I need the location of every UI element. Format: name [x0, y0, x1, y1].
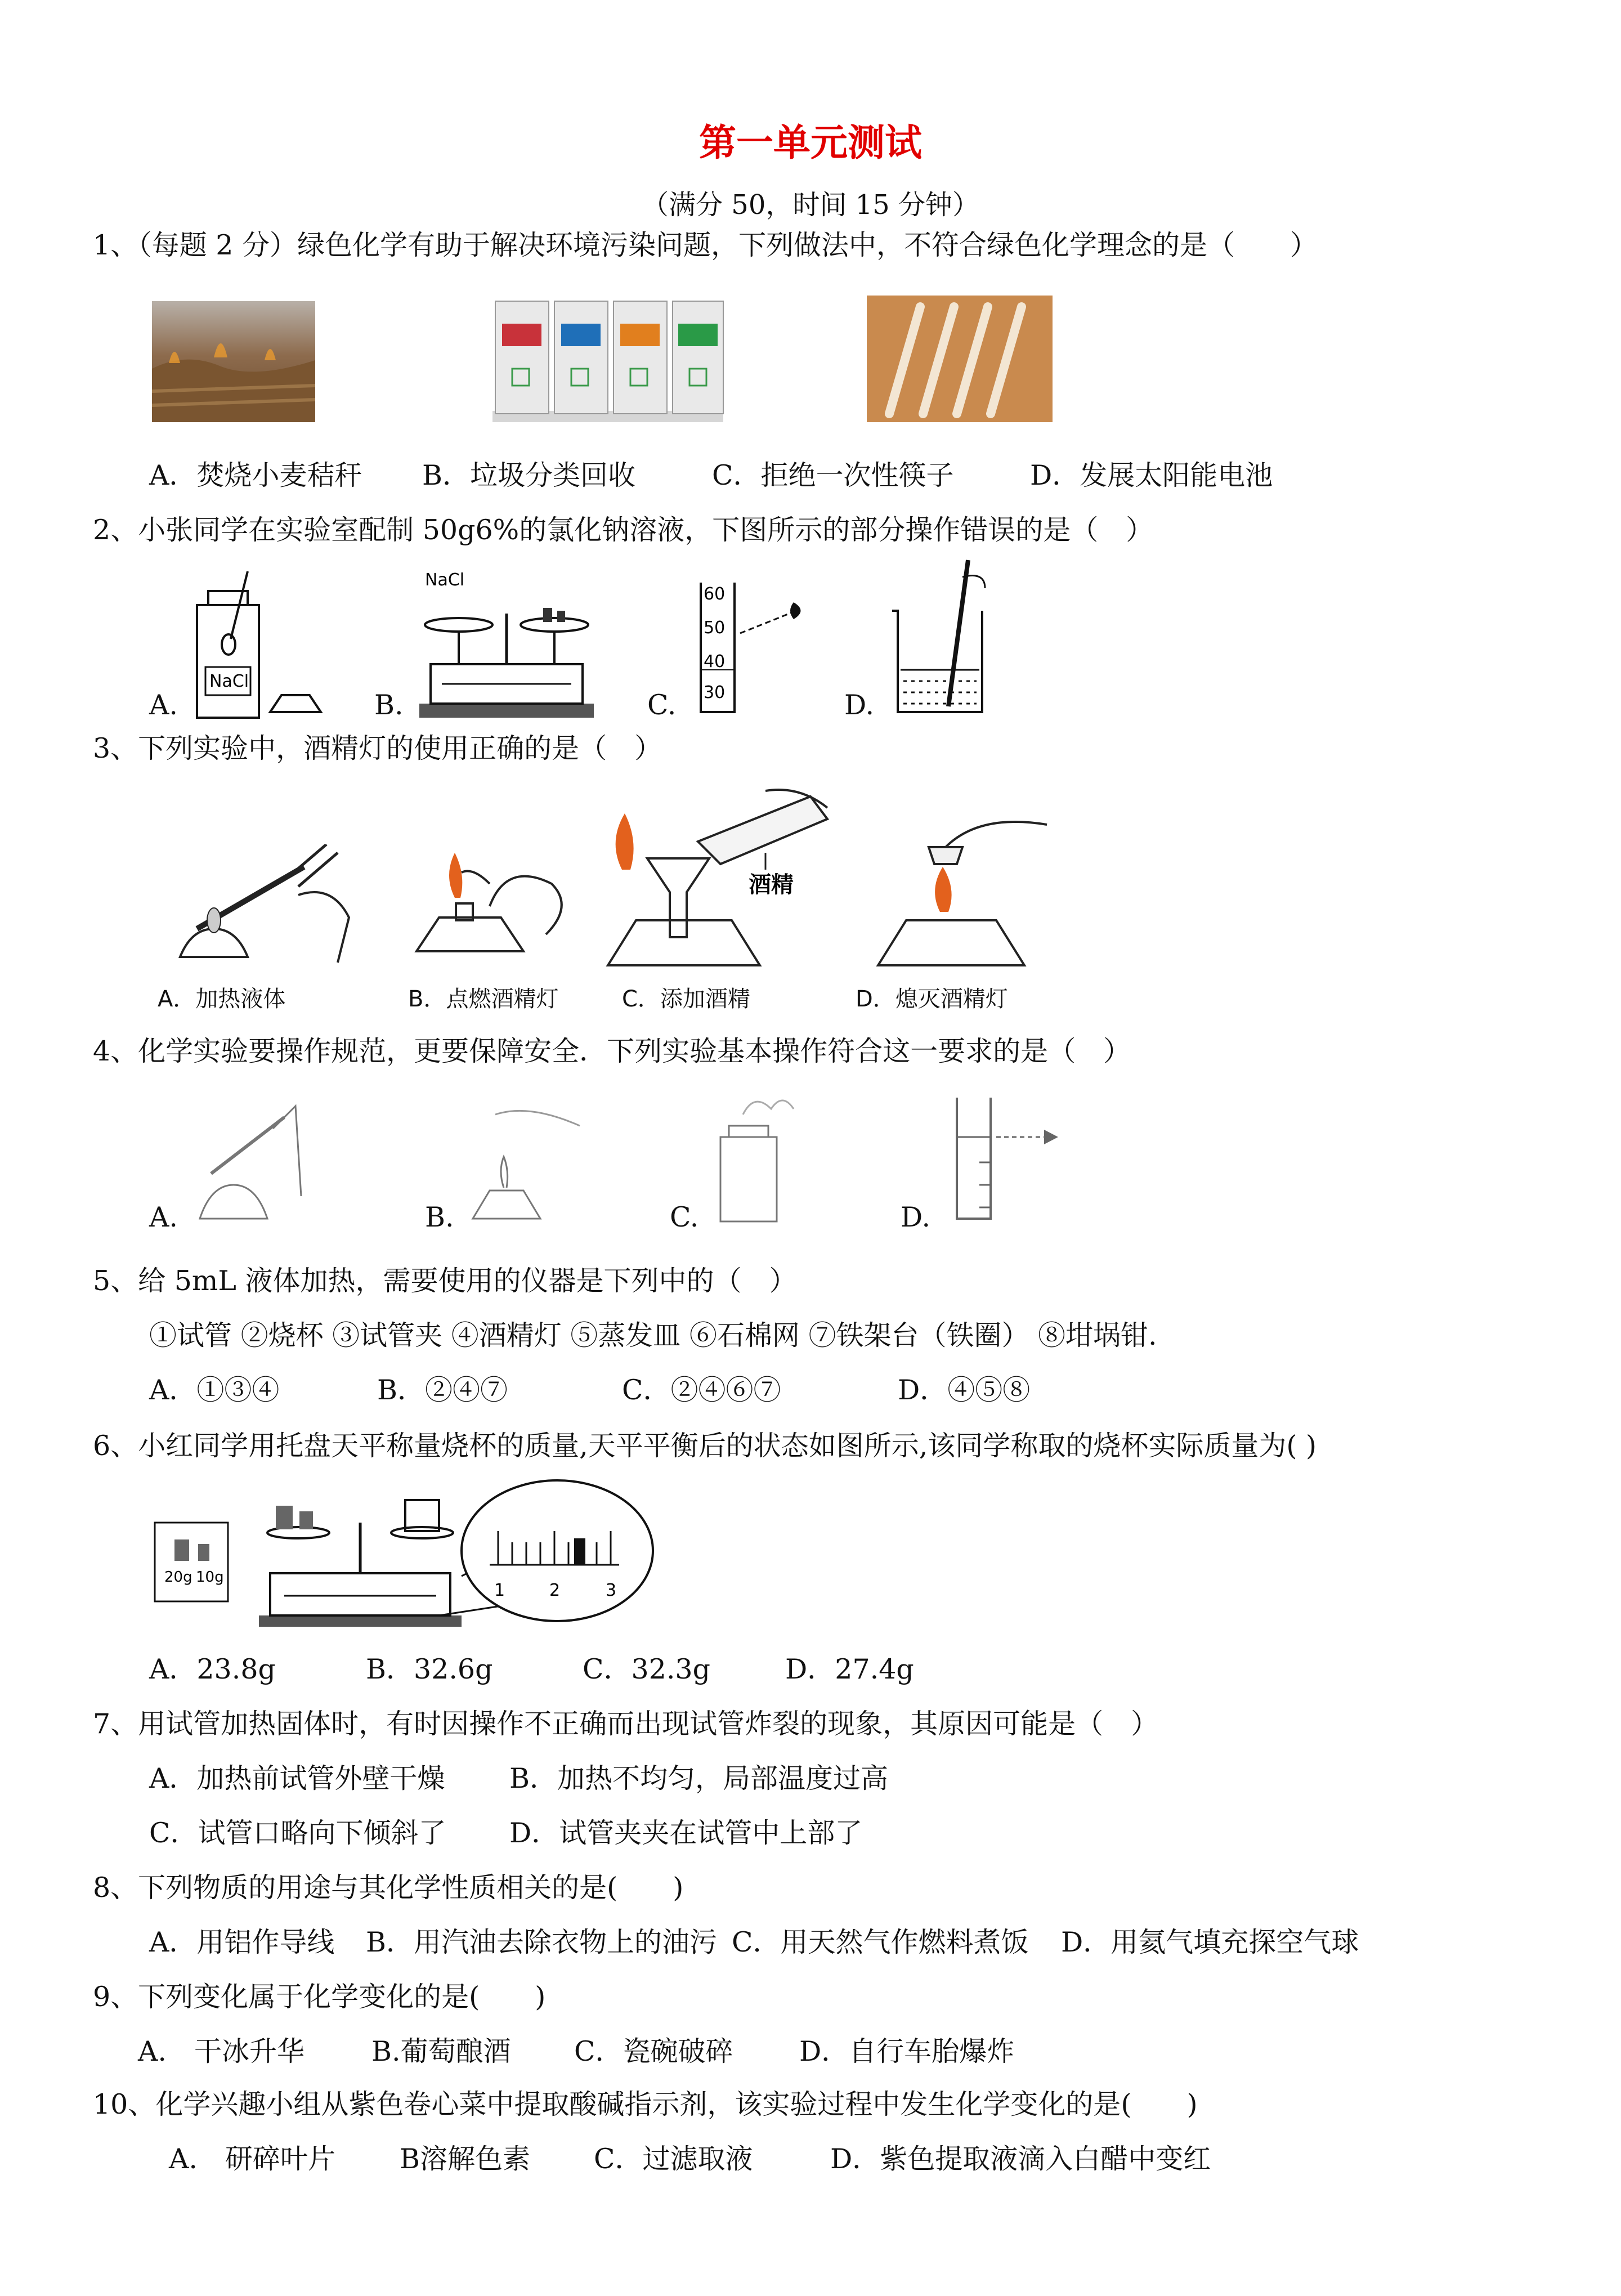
q4-figure-b: [462, 1092, 597, 1229]
q3-caption-b: B．点燃酒精灯: [408, 986, 559, 1012]
q1-option-a: A．焚烧小麦秸秆: [149, 459, 362, 491]
q4-label-a: A.: [149, 1201, 178, 1233]
q1-option-d: D．发展太阳能电池: [1030, 459, 1273, 491]
q2-cylinder-tick-30: 30: [704, 683, 726, 702]
q2-figure-a-bottle-spoon: [186, 571, 332, 726]
q5-option-c: C．②④⑥⑦: [622, 1374, 781, 1406]
question-8-stem: 8、下列物质的用途与其化学性质相关的是( ): [93, 1872, 684, 1904]
q6-option-b: B．32.6g: [366, 1653, 493, 1685]
q9-option-b: B.葡萄酿酒: [371, 2035, 511, 2067]
q2-label-b: B.: [374, 689, 404, 721]
question-2-stem: 2、小张同学在实验室配制 50g6%的氯化钠溶液，下图所示的部分操作错误的是（ ）: [93, 514, 1154, 546]
q9-option-c: C．瓷碗破碎: [574, 2035, 733, 2067]
q6-figure-balance-scale: [152, 1478, 659, 1632]
q2-label-d: D.: [844, 689, 875, 721]
q10-option-b: B溶解色素: [400, 2143, 531, 2175]
q1-option-b: B．垃圾分类回收: [422, 459, 636, 491]
q7-option-c: C．试管口略向下倾斜了: [149, 1817, 446, 1849]
question-7-stem: 7、用试管加热固体时，有时因操作不正确而出现试管炸裂的现象，其原因可能是（ ）: [93, 1708, 1159, 1740]
q4-figure-a: [189, 1095, 324, 1232]
q7-option-a: A．加热前试管外壁干燥: [149, 1762, 445, 1794]
q3-alcohol-label: 酒精: [749, 872, 794, 898]
q5-items: ①试管 ②烧杯 ③试管夹 ④酒精灯 ⑤蒸发皿 ⑥石棉网 ⑦铁架台（铁圈） ⑧坩埚钳.: [149, 1319, 1157, 1351]
q6-scale-tick-3: 3: [606, 1581, 617, 1600]
q2-figure-c-graduated-cylinder: [689, 580, 819, 717]
q10-option-c: C．过滤取液: [594, 2143, 753, 2175]
q1-image-burning-straw: [152, 301, 315, 424]
q6-option-d: D．27.4g: [785, 1653, 914, 1685]
q6-option-c: C．32.3g: [583, 1653, 710, 1685]
q4-label-b: B.: [425, 1201, 454, 1233]
q6-option-a: A．23.8g: [149, 1653, 276, 1685]
q8-option-d: D．用氦气填充探空气球: [1061, 1926, 1359, 1958]
q4-label-c: C.: [670, 1201, 699, 1233]
q3-caption-d: D．熄灭酒精灯: [856, 986, 1008, 1012]
q6-weight-20g: 20g: [164, 1569, 192, 1586]
q5-option-a: A．①③④: [149, 1374, 280, 1406]
question-3-stem: 3、下列实验中，酒精灯的使用正确的是（ ）: [93, 732, 662, 764]
q9-option-a: A. 干冰升华: [138, 2035, 305, 2067]
question-4-stem: 4、化学实验要操作规范，更要保障安全．下列实验基本操作符合这一要求的是（ ）: [93, 1035, 1131, 1067]
q9-option-d: D．自行车胎爆炸: [799, 2035, 1015, 2067]
q3-figure-a-heating-liquid: [163, 844, 355, 973]
q4-figure-c: [709, 1086, 822, 1229]
q2-figure-d-beaker-stirring: [884, 554, 996, 720]
q2-label-a: A.: [149, 689, 178, 721]
q2-label-c: C.: [647, 689, 677, 721]
q3-figure-b-lighting-lamp: [405, 839, 574, 976]
question-5-stem: 5、给 5mL 液体加热，需要使用的仪器是下列中的（ ）: [93, 1265, 797, 1297]
q8-option-b: B．用汽油去除衣物上的油污: [366, 1926, 718, 1958]
q8-option-c: C．用天然气作燃料煮饭: [732, 1926, 1029, 1958]
q2-cylinder-tick-50: 50: [704, 618, 726, 638]
q4-figure-d: [946, 1095, 1081, 1227]
q4-label-d: D.: [901, 1201, 931, 1233]
q2-cylinder-tick-40: 40: [704, 652, 726, 672]
q7-option-b: B．加热不均匀，局部温度过高: [509, 1762, 889, 1794]
q5-option-d: D．④⑤⑧: [898, 1374, 1031, 1406]
q2-nacl-balance-label: NaCl: [425, 570, 465, 590]
q1-option-c: C．拒绝一次性筷子: [712, 459, 954, 491]
page-subtitle: （满分 50，时间 15 分钟）: [642, 189, 979, 221]
q1-image-chopsticks: [867, 296, 1053, 424]
q6-weight-10g: 10g: [196, 1569, 224, 1586]
q2-nacl-bottle-label: NaCl: [209, 672, 249, 691]
q3-caption-c: C．添加酒精: [622, 986, 750, 1012]
q10-option-d: D．紫色提取液滴入白醋中变红: [830, 2143, 1211, 2175]
question-10-stem: 10、化学兴趣小组从紫色卷心菜中提取酸碱指示剂，该实验过程中发生化学变化的是( ): [93, 2088, 1198, 2120]
q1-image-recycling-bins: [490, 290, 726, 427]
q6-scale-tick-1: 1: [494, 1581, 505, 1600]
question-1-stem: 1、（每题 2 分）绿色化学有助于解决环境污染问题，下列做法中，不符合绿色化学理念的是（ ）: [93, 229, 1318, 261]
q2-cylinder-tick-60: 60: [704, 584, 726, 604]
q7-option-d: D．试管夹夹在试管中上部了: [509, 1817, 863, 1849]
q3-figure-d-extinguishing-lamp: [867, 819, 1053, 979]
q3-caption-a: A．加热液体: [158, 986, 286, 1012]
page-title: 第一单元测试: [699, 120, 922, 164]
q10-option-a: A. 研碎叶片: [169, 2143, 335, 2175]
q6-scale-tick-2: 2: [549, 1581, 561, 1600]
q3-figure-c-adding-alcohol: [597, 785, 833, 982]
question-9-stem: 9、下列变化属于化学变化的是( ): [93, 1981, 546, 2013]
q8-option-a: A．用铝作导线: [149, 1926, 335, 1958]
q2-figure-b-balance: [414, 563, 599, 726]
question-6-stem: 6、小红同学用托盘天平称量烧杯的质量,天平平衡后的状态如图所示,该同学称取的烧杯实际质量为( ): [93, 1430, 1317, 1462]
q5-option-b: B．②④⑦: [377, 1374, 508, 1406]
